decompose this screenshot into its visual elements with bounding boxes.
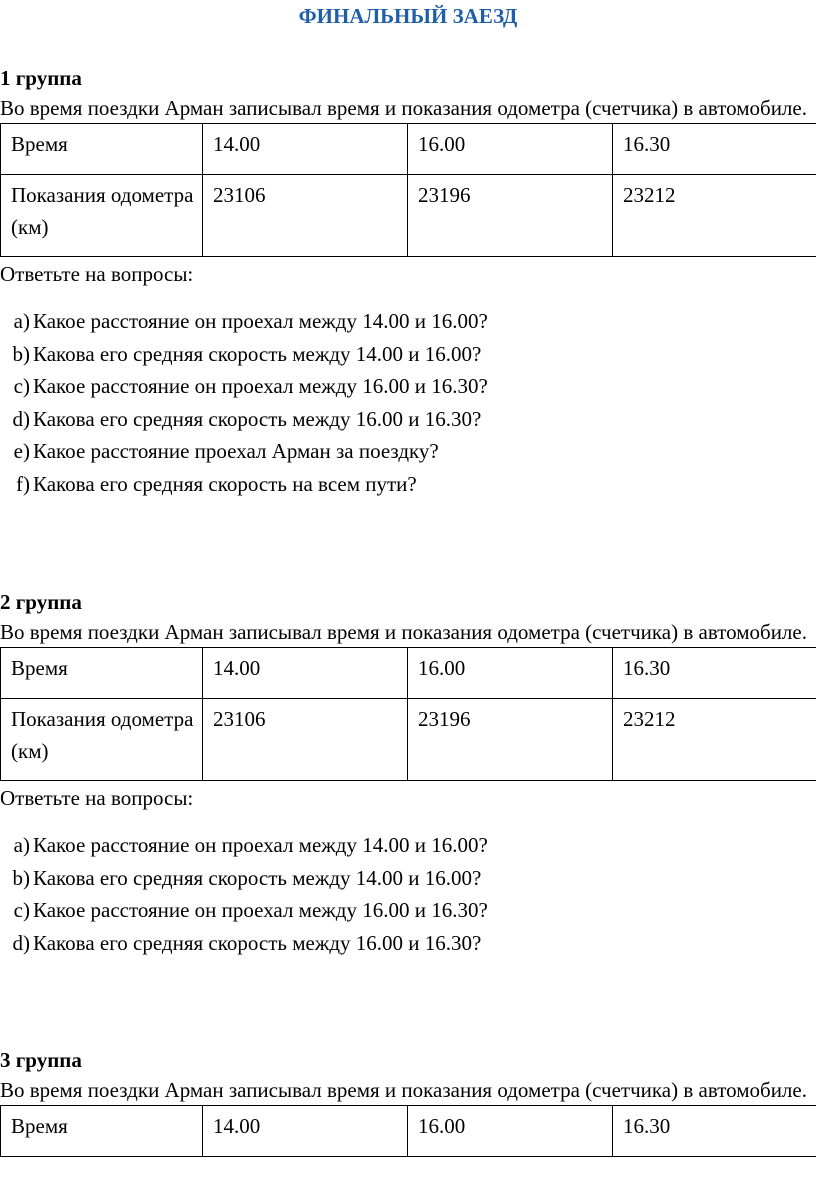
table-cell: 16.00 xyxy=(408,648,613,699)
table-cell: 23196 xyxy=(408,175,613,257)
table-row-odometer xyxy=(1,175,816,257)
group-intro: Во время поездки Арман записывал время и показания одометра (счетчика) в автомобиле. xyxy=(0,1078,807,1102)
group-intro: Во время поездки Арман записывал время и показания одометра (счетчика) в автомобиле. xyxy=(0,620,807,644)
list-marker: f) xyxy=(16,471,30,496)
table-row-odometer xyxy=(1,699,816,781)
list-marker: d) xyxy=(12,406,30,431)
question-text: Какое расстояние он проехал между 14.00 и 16.00? xyxy=(33,833,488,857)
odometer-table xyxy=(0,123,816,257)
table-cell: Время xyxy=(1,124,203,175)
question-text: Какова его средняя скорость между 16.00 и 16.30? xyxy=(33,406,482,431)
group-1-section xyxy=(0,64,816,500)
group-2-section xyxy=(0,588,816,959)
list-item xyxy=(0,862,816,895)
list-item xyxy=(0,829,816,862)
group-heading: 1 группа xyxy=(0,66,82,90)
table-cell: 16.30 xyxy=(613,1106,816,1157)
list-item xyxy=(0,338,816,371)
list-marker: a) xyxy=(13,309,30,333)
document-title: ФИНАЛЬНЫЙ ЗАЕЗД xyxy=(298,4,518,28)
table-cell: 23196 xyxy=(408,699,613,781)
question-text: Какое расстояние он проехал между 16.00 и 16.30? xyxy=(33,898,488,922)
questions-prompt: Ответьте на вопросы: xyxy=(0,262,194,286)
table-cell: 14.00 xyxy=(203,1106,408,1157)
table-cell: Время xyxy=(1,648,203,699)
table-cell: 16.30 xyxy=(613,124,816,175)
table-cell: 23212 xyxy=(613,175,816,257)
question-text: Какова его средняя скорость между 14.00 и 16.00? xyxy=(33,865,482,890)
list-marker: c) xyxy=(13,898,30,922)
list-item xyxy=(0,468,816,501)
table-cell: 16.00 xyxy=(408,124,613,175)
table-cell: 14.00 xyxy=(203,124,408,175)
question-text: Какое расстояние он проехал между 16.00 и 16.30? xyxy=(33,374,488,398)
list-marker: d) xyxy=(12,930,30,955)
question-list xyxy=(0,829,816,959)
table-row-time xyxy=(1,648,816,699)
table-cell: 23106 xyxy=(203,175,408,257)
table-cell: Показания одометра (км) xyxy=(1,175,203,257)
list-item xyxy=(0,435,816,468)
question-text: Какова его средняя скорость между 16.00 и 16.30? xyxy=(33,930,482,955)
list-item xyxy=(0,894,816,927)
group-3-section xyxy=(0,1046,816,1157)
odometer-table xyxy=(0,647,816,781)
list-item xyxy=(0,927,816,960)
list-marker: a) xyxy=(13,833,30,857)
list-marker: b) xyxy=(12,341,30,366)
table-cell: 16.00 xyxy=(408,1106,613,1157)
table-cell: 23106 xyxy=(203,699,408,781)
table-cell: 14.00 xyxy=(203,648,408,699)
list-marker: e) xyxy=(13,439,30,463)
table-cell: 23212 xyxy=(613,699,816,781)
question-text: Какое расстояние он проехал между 14.00 и 16.00? xyxy=(33,309,488,333)
list-marker: b) xyxy=(12,865,30,890)
list-marker: c) xyxy=(13,374,30,398)
list-item xyxy=(0,305,816,338)
list-item xyxy=(0,403,816,436)
list-item xyxy=(0,370,816,403)
group-heading: 3 группа xyxy=(0,1048,82,1072)
questions-prompt: Ответьте на вопросы: xyxy=(0,786,194,810)
question-text: Какое расстояние проехал Арман за поездку? xyxy=(33,439,439,463)
question-text: Какова его средняя скорость между 14.00 и 16.00? xyxy=(33,341,482,366)
table-cell: Показания одометра (км) xyxy=(1,699,203,781)
table-row-time xyxy=(1,1106,816,1157)
odometer-table xyxy=(0,1105,816,1157)
group-intro: Во время поездки Арман записывал время и показания одометра (счетчика) в автомобиле. xyxy=(0,96,807,120)
group-heading: 2 группа xyxy=(0,590,82,614)
table-cell: 16.30 xyxy=(613,648,816,699)
table-cell: Время xyxy=(1,1106,203,1157)
question-list xyxy=(0,305,816,500)
table-row-time xyxy=(1,124,816,175)
question-text: Какова его средняя скорость на всем пути? xyxy=(33,471,417,496)
